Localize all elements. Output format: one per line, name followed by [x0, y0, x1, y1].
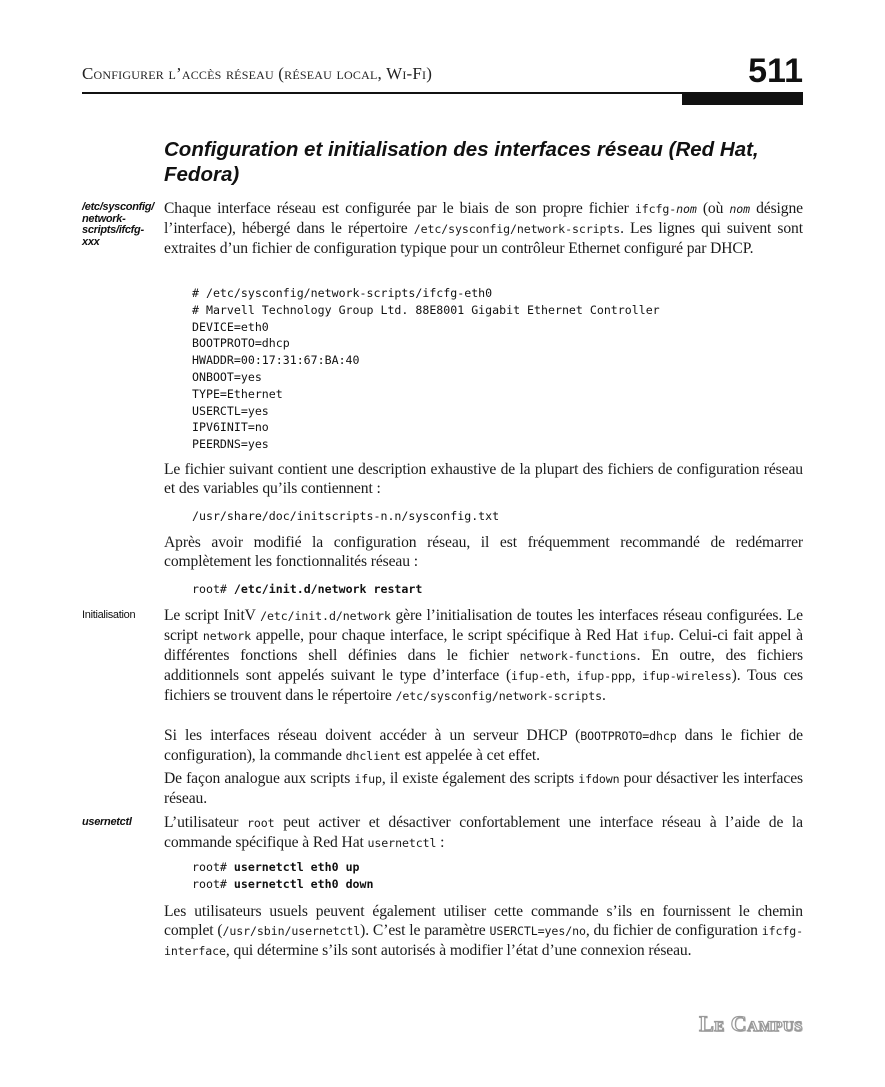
running-header: Configurer l’accès réseau (réseau local, Wi-Fi) [82, 64, 433, 83]
margin-note-usernetctl: usernetctl [82, 816, 132, 828]
paragraph-ifcfg: Chaque interface réseau est configurée par le biais de son propre fichier ifcfg-nom (où nom désigne l’interface), hébergé dans le répertoire /etc/sysconfig/network-scripts. Les lignes qui suivent sont extraites d’un fichier de configuration typique pour un contrôleur Ethernet configuré par DHCP. [164, 200, 804, 257]
section-title: Configuration et initialisation des interfaces réseau (Red Hat, Fedora) [164, 138, 759, 186]
paragraph-initialisation: Le script InitV /etc/init.d/network gère l’initialisation de toutes les interfaces réseau configurées. Le script network appelle, pour chaque interface, le script spécifique à Red Hat ifup. Celui-ci fait appel à différentes fonctions shell définies dans le fichier network-functions. En outre, des fichiers additionnels sont appelés suivant le type d’interface (ifup-eth, ifup-ppp, ifup-wireless). Tous ces fichiers se trouvent dans le répertoire /etc/sysconfig/network-scripts. [164, 607, 804, 704]
code-usernetctl: root# usernetctl eth0 up root# usernetctl eth0 down [192, 860, 374, 891]
paragraph-userctl: Les utilisateurs usuels peuvent également utiliser cette commande s’ils en fournissent le chemin complet (/usr/sbin/usernetctl). C’est le paramètre USERCTL=yes/no, du fichier de configuration ifcfg-interface, qui détermine s’ils sont autorisés à modifier l’état d’une connexion réseau. [164, 903, 804, 959]
header-bar [682, 94, 803, 105]
paragraph-ifdown: De façon analogue aux scripts ifup, il existe également des scripts ifdown pour désactiver les interfaces réseau. [164, 770, 803, 807]
paragraph-sysconfig-doc: Le fichier suivant contient une description exhaustive de la plupart des fichiers de configuration réseau et des variables qu’ils contiennent : [164, 461, 803, 497]
paragraph-dhcp: Si les interfaces réseau doivent accéder à un serveur DHCP (BOOTPROTO=dhcp dans le fichier de configuration), la commande dhclient est appelée à cet effet. [164, 727, 803, 764]
page-number: 511 [748, 52, 803, 90]
code-block-ifcfg: # /etc/sysconfig/network-scripts/ifcfg-eth0 # Marvell Technology Group Ltd. 88E8001 Gigabit Ethernet Controller DEVICE=eth0 BOOTPROTO=dhcp HWADDR=00:17:31:67:BA:40 ONBOOT=yes TYPE=Ethernet USERCTL=yes IPV6INIT=no PEERDNS=yes [192, 286, 660, 452]
code-network-restart: root# /etc/init.d/network restart [192, 582, 423, 596]
margin-note-initialisation: Initialisation [82, 609, 136, 621]
margin-note-ifcfg: /etc/sysconfig/ network-scripts/ifcfg-xxx [82, 201, 154, 248]
publisher-logo: Le Campus [699, 1011, 803, 1036]
paragraph-usernetctl: L’utilisateur root peut activer et désactiver confortablement une interface réseau à l’aide de la commande spécifique à Red Hat usernetctl : [164, 814, 803, 851]
paragraph-restart: Après avoir modifié la configuration réseau, il est fréquemment recommandé de redémarrer complètement les fonctionnalités réseau : [164, 534, 803, 570]
code-sysconfig-path: /usr/share/doc/initscripts-n.n/sysconfig.txt [192, 509, 500, 523]
